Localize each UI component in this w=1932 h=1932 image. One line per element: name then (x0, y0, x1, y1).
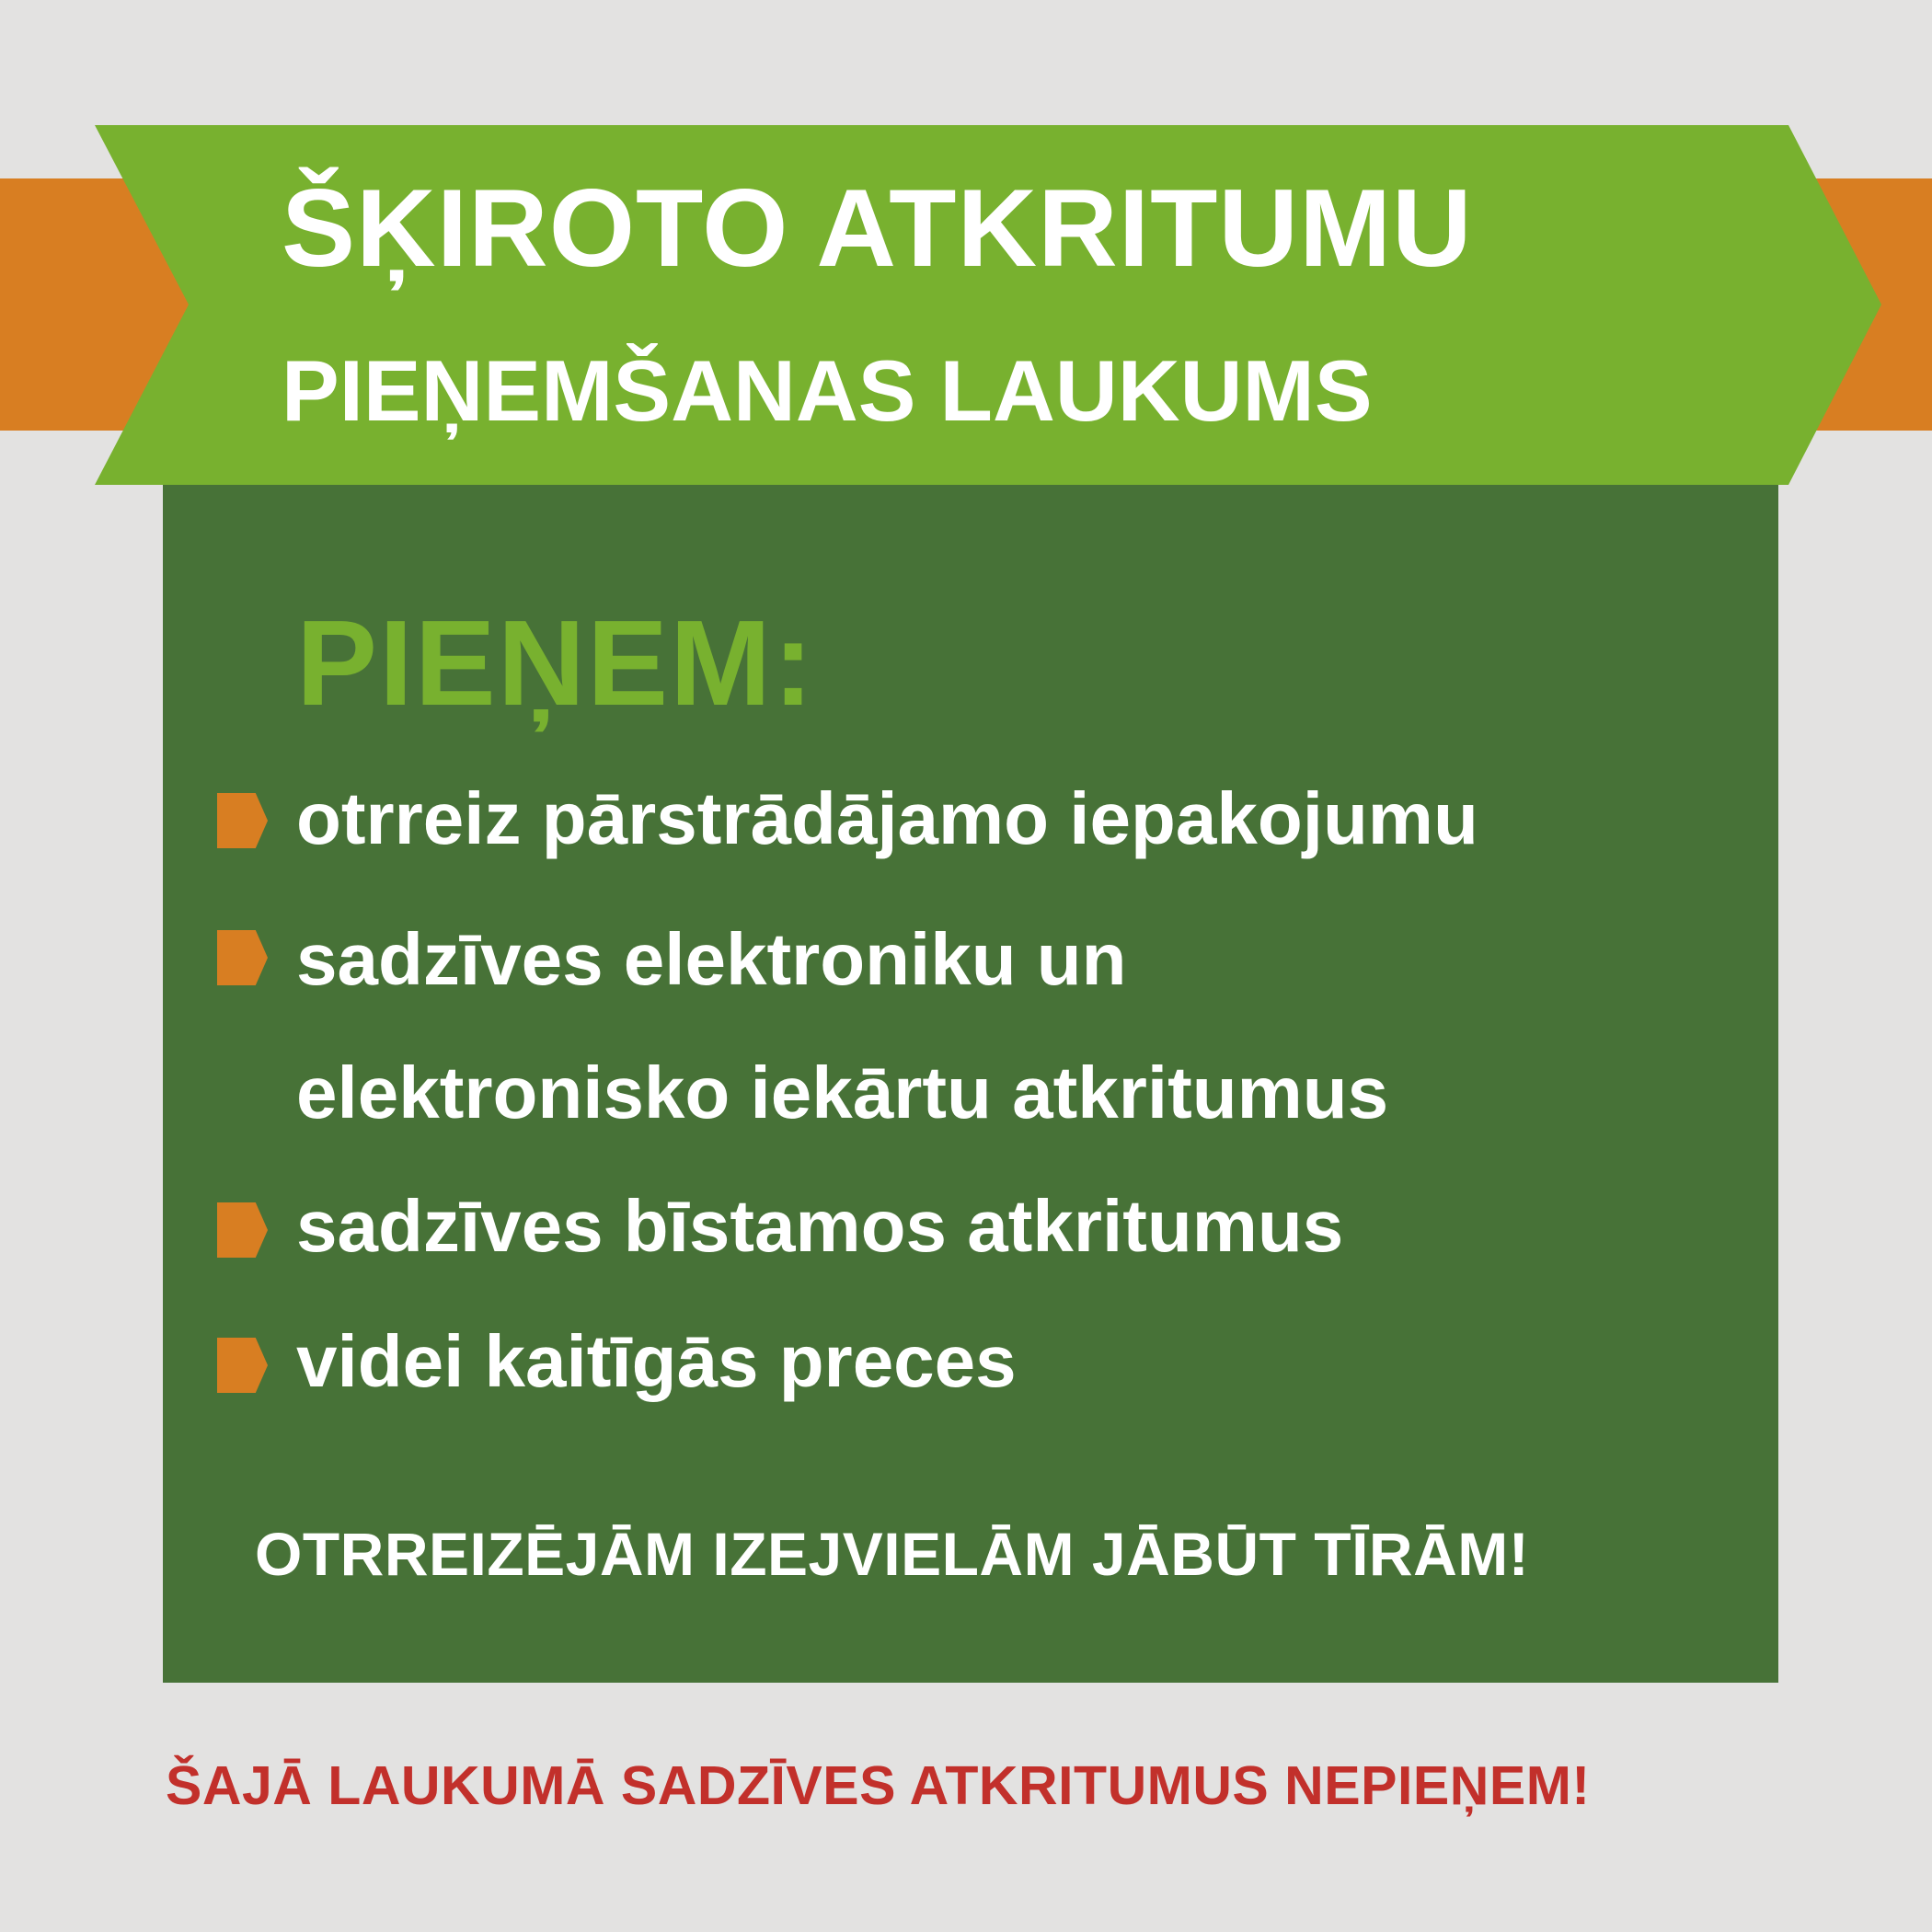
page-subtitle: PIEŅEMŠANAS LAUKUMS (282, 342, 1373, 439)
list-item-text: otrreiz pārstrādājamo iepakojumu (296, 777, 1478, 859)
accepts-heading: PIEŅEM: (296, 595, 816, 730)
page-title: ŠĶIROTO ATKRITUMU (282, 167, 1473, 290)
list-item-text: sadzīves bīstamos atkritumus (296, 1185, 1344, 1267)
warning-note: ŠAJĀ LAUKUMĀ SADZĪVES ATKRITUMUS NEPIEŅEM! (166, 1755, 1591, 1816)
cleanliness-note: OTRREIZĒJĀM IZEJVIELĀM JĀBŪT TĪRĀM! (255, 1520, 1530, 1588)
list-item-text: elektronisko iekārtu atkritumus (296, 1052, 1389, 1133)
list-item-text: videi kaitīgās preces (296, 1320, 1017, 1402)
list-item-text: sadzīves elektroniku un (296, 918, 1127, 1000)
